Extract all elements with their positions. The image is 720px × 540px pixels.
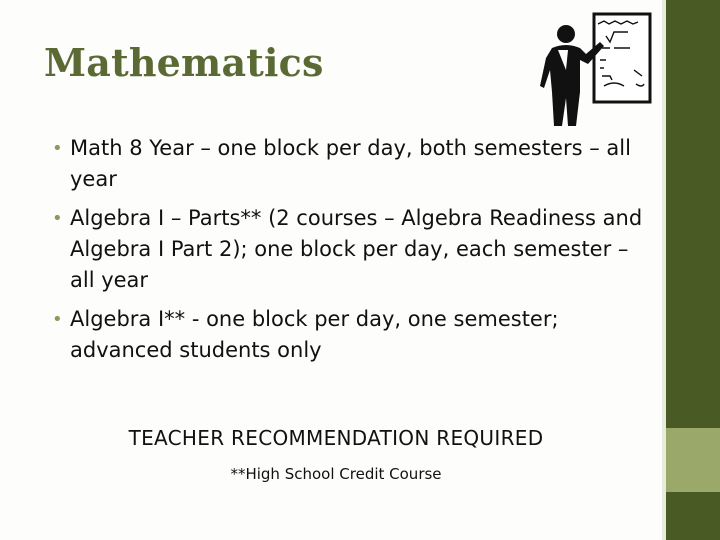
recommendation-heading (0, 426, 672, 450)
bullet-icon: • (52, 138, 63, 159)
credit-footnote: **High School Credit Course (230, 465, 442, 483)
bullet-icon: • (52, 309, 63, 330)
bullet-icon: • (52, 208, 63, 229)
bullet-list (52, 133, 652, 374)
bullet-text: Math 8 Year – one block per day, both semesters – all year (70, 136, 631, 191)
teacher-at-whiteboard-icon (538, 10, 654, 128)
list-item (52, 203, 652, 296)
bullet-text: Algebra I – Parts** (2 courses – Algebra Readiness and Algebra I Part 2); one block per day, each semester – all year (70, 206, 643, 292)
list-item (52, 304, 652, 366)
side-bar-accent (666, 428, 720, 492)
slide-title: Mathematics (44, 40, 324, 85)
list-item (52, 133, 652, 195)
recommendation-text: TEACHER RECOMMENDATION REQUIRED (128, 426, 544, 450)
bullet-text: Algebra I** - one block per day, one semester; advanced students only (70, 307, 559, 362)
